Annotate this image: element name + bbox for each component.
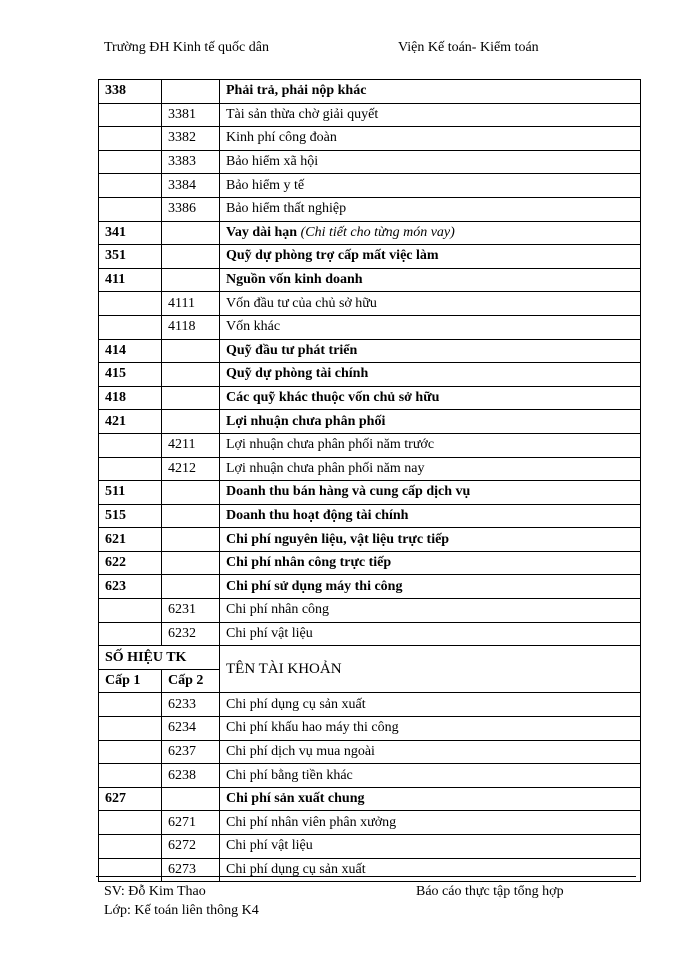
footer-divider xyxy=(96,876,636,877)
institute-name: Viện Kế toán- Kiểm toán xyxy=(398,40,539,55)
account-name xyxy=(220,811,641,835)
account-level2 xyxy=(162,268,220,292)
account-level1 xyxy=(99,811,162,835)
account-level2: 6273 xyxy=(162,858,220,882)
account-name-text: Nguồn vốn kinh doanh xyxy=(226,272,363,288)
account-level1 xyxy=(99,457,162,481)
table-row xyxy=(99,835,641,859)
class-name: Lớp: Kế toán liên thông K4 xyxy=(104,903,259,918)
table-row xyxy=(99,221,641,245)
account-name xyxy=(220,410,641,434)
account-name-text: Chi phí vật liệu xyxy=(226,625,313,641)
account-name xyxy=(220,481,641,505)
account-level2 xyxy=(162,80,220,104)
account-level1 xyxy=(99,740,162,764)
account-name-text: Bảo hiểm thất nghiệp xyxy=(226,201,347,217)
account-level1: 351 xyxy=(99,245,162,269)
account-name-text: Chi phí dịch vụ mua ngoài xyxy=(226,743,375,759)
account-name-text: Vốn khác xyxy=(226,319,281,335)
table-row xyxy=(99,339,641,363)
table-row xyxy=(99,575,641,599)
account-name-text: Doanh thu hoạt động tài chính xyxy=(226,507,409,523)
account-level1: 411 xyxy=(99,268,162,292)
account-name xyxy=(220,363,641,387)
account-name-text: Chi phí bằng tiền khác xyxy=(226,767,353,783)
account-level1: 341 xyxy=(99,221,162,245)
account-name xyxy=(220,457,641,481)
account-name-text: Chi phí sản xuất chung xyxy=(226,791,365,807)
account-level2 xyxy=(162,386,220,410)
account-name xyxy=(220,339,641,363)
account-name xyxy=(220,835,641,859)
account-table xyxy=(98,79,641,882)
table-row xyxy=(99,599,641,623)
account-level2 xyxy=(162,551,220,575)
table-row xyxy=(99,811,641,835)
account-level2 xyxy=(162,410,220,434)
account-level1 xyxy=(99,315,162,339)
account-level2: 6237 xyxy=(162,740,220,764)
account-level2: 6234 xyxy=(162,717,220,741)
account-name xyxy=(220,292,641,316)
account-level2: 6271 xyxy=(162,811,220,835)
account-level2: 6272 xyxy=(162,835,220,859)
account-level1 xyxy=(99,764,162,788)
account-level2: 4211 xyxy=(162,433,220,457)
table-row xyxy=(99,80,641,104)
table-row xyxy=(99,292,641,316)
table-row xyxy=(99,622,641,646)
account-level2: 6238 xyxy=(162,764,220,788)
account-level2: 6232 xyxy=(162,622,220,646)
table-row xyxy=(99,268,641,292)
table-row xyxy=(99,174,641,198)
table-row xyxy=(99,481,641,505)
table-row xyxy=(99,386,641,410)
account-level1: 418 xyxy=(99,386,162,410)
account-name xyxy=(220,433,641,457)
account-name xyxy=(220,103,641,127)
table-row xyxy=(99,127,641,151)
account-level1 xyxy=(99,835,162,859)
account-level1 xyxy=(99,292,162,316)
table-row xyxy=(99,150,641,174)
table-row xyxy=(99,858,641,882)
account-name xyxy=(220,504,641,528)
account-name-text: Quỹ dự phòng tài chính xyxy=(226,366,369,382)
account-name-text: Vốn đầu tư của chủ sở hữu xyxy=(226,295,377,311)
student-name: SV: Đỗ Kim Thao xyxy=(104,884,206,899)
account-level2: 4111 xyxy=(162,292,220,316)
account-name-text: Chi phí dụng cụ sản xuất xyxy=(226,861,366,877)
table-row xyxy=(99,363,641,387)
page-header xyxy=(104,40,564,60)
account-name xyxy=(220,551,641,575)
account-note: (Chi tiết cho từng món vay) xyxy=(300,224,455,240)
account-name xyxy=(220,80,641,104)
account-level2: 6233 xyxy=(162,693,220,717)
account-level1: 511 xyxy=(99,481,162,505)
account-name xyxy=(220,315,641,339)
account-name xyxy=(220,174,641,198)
table-row xyxy=(99,504,641,528)
account-level1: 515 xyxy=(99,504,162,528)
account-level1: 621 xyxy=(99,528,162,552)
account-name xyxy=(220,622,641,646)
table-row xyxy=(99,764,641,788)
account-name-text: Tài sản thừa chờ giải quyết xyxy=(226,106,379,122)
account-level1: 421 xyxy=(99,410,162,434)
account-name xyxy=(220,858,641,882)
account-level1: 623 xyxy=(99,575,162,599)
account-level2 xyxy=(162,339,220,363)
account-name-text: Lợi nhuận chưa phân phối năm trước xyxy=(226,437,435,453)
account-name xyxy=(220,575,641,599)
account-level2 xyxy=(162,221,220,245)
account-name-text: Chi phí nhân công trực tiếp xyxy=(226,555,392,571)
account-level1 xyxy=(99,103,162,127)
table-row xyxy=(99,103,641,127)
table-row xyxy=(99,740,641,764)
account-level1 xyxy=(99,127,162,151)
account-name xyxy=(220,764,641,788)
table-row xyxy=(99,433,641,457)
table-row xyxy=(99,787,641,811)
account-name-text: Vay dài hạn xyxy=(226,224,298,240)
account-level1: 414 xyxy=(99,339,162,363)
account-name xyxy=(220,386,641,410)
account-name-text: Chi phí nguyên liệu, vật liệu trực tiếp xyxy=(226,531,450,547)
account-level1 xyxy=(99,599,162,623)
account-level1: 415 xyxy=(99,363,162,387)
account-name-text: Doanh thu bán hàng và cung cấp dịch vụ xyxy=(226,484,471,500)
account-name-text: Lợi nhuận chưa phân phối năm nay xyxy=(226,460,425,476)
account-name xyxy=(220,268,641,292)
account-name xyxy=(220,197,641,221)
account-level2 xyxy=(162,481,220,505)
account-level2: 6231 xyxy=(162,599,220,623)
table-row xyxy=(99,245,641,269)
table-row xyxy=(99,551,641,575)
account-name xyxy=(220,787,641,811)
account-level2: 3381 xyxy=(162,103,220,127)
university-name: Trường ĐH Kinh tế quốc dân xyxy=(104,40,269,55)
header-so-hieu: SỐ HIỆU TK xyxy=(99,646,220,670)
account-name xyxy=(220,693,641,717)
account-name-text: Bảo hiểm y tế xyxy=(226,177,305,193)
table-header-row xyxy=(99,646,641,670)
account-level2 xyxy=(162,575,220,599)
account-level1 xyxy=(99,858,162,882)
account-level1 xyxy=(99,433,162,457)
account-level2: 4212 xyxy=(162,457,220,481)
table-row xyxy=(99,717,641,741)
account-level2 xyxy=(162,504,220,528)
account-level2: 3386 xyxy=(162,197,220,221)
account-level2 xyxy=(162,363,220,387)
account-level1 xyxy=(99,693,162,717)
account-name-text: Kinh phí công đoàn xyxy=(226,130,337,146)
table-row xyxy=(99,197,641,221)
account-level2: 3382 xyxy=(162,127,220,151)
account-name xyxy=(220,717,641,741)
account-level1 xyxy=(99,622,162,646)
account-name-text: Chi phí vật liệu xyxy=(226,838,313,854)
account-level1 xyxy=(99,150,162,174)
account-name xyxy=(220,599,641,623)
table-row xyxy=(99,410,641,434)
account-name-text: Quỹ đầu tư phát triển xyxy=(226,342,358,358)
header-ten-tai-khoan: TÊN TÀI KHOẢN xyxy=(220,646,641,693)
account-name xyxy=(220,245,641,269)
account-name xyxy=(220,127,641,151)
table-row xyxy=(99,693,641,717)
account-name-text: Các quỹ khác thuộc vốn chủ sở hữu xyxy=(226,390,440,406)
account-level2 xyxy=(162,787,220,811)
account-level2 xyxy=(162,528,220,552)
account-name-text: Chi phí dụng cụ sản xuất xyxy=(226,696,366,712)
table-row xyxy=(99,457,641,481)
account-level1: 627 xyxy=(99,787,162,811)
account-name-text: Bảo hiểm xã hội xyxy=(226,154,319,170)
account-name xyxy=(220,221,641,245)
account-level1 xyxy=(99,174,162,198)
account-level1: 338 xyxy=(99,80,162,104)
account-level1 xyxy=(99,197,162,221)
account-level1: 622 xyxy=(99,551,162,575)
account-name xyxy=(220,150,641,174)
account-name-text: Lợi nhuận chưa phân phối xyxy=(226,413,386,429)
account-level2: 4118 xyxy=(162,315,220,339)
account-level2: 3384 xyxy=(162,174,220,198)
account-level2 xyxy=(162,245,220,269)
report-title: Báo cáo thực tập tổng hợp xyxy=(416,884,564,899)
table-row xyxy=(99,528,641,552)
account-name-text: Quỹ dự phòng trợ cấp mất việc làm xyxy=(226,248,439,264)
account-name xyxy=(220,528,641,552)
account-name-text: Chi phí sử dụng máy thi công xyxy=(226,578,403,594)
account-level1 xyxy=(99,717,162,741)
account-name-text: Phải trả, phải nộp khác xyxy=(226,83,367,99)
account-level2: 3383 xyxy=(162,150,220,174)
account-name-text: Chi phí nhân công xyxy=(226,602,330,618)
account-name-text: Chi phí khấu hao máy thi công xyxy=(226,720,399,736)
header-cap1: Cấp 1 xyxy=(99,669,162,693)
account-name-text: Chi phí nhân viên phân xưởng xyxy=(226,814,397,830)
table-row xyxy=(99,315,641,339)
account-name xyxy=(220,740,641,764)
header-cap2: Cấp 2 xyxy=(162,669,220,693)
